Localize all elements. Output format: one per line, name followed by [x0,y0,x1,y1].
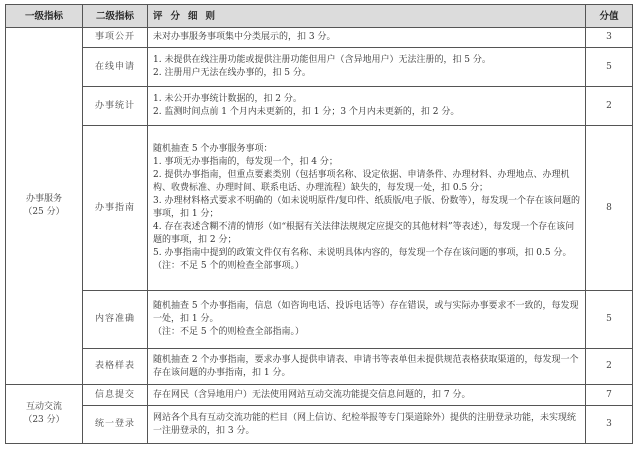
header-criteria: 评分细则 [148,5,586,28]
criteria-line: 1. 未公开办事统计数据的，扣 2 分。 [153,94,302,104]
criteria-line: 2. 提供办事指南，但重点要素类别（包括事项名称、设定依据、申请条件、办理材料、办理地点、办理机构、收费标准、办理时间、联系电话、办理流程）缺失的，每发现一处，扣 0.5 分； [153,170,570,193]
score-cell: 3 [586,28,633,48]
header-level1: 一级指标 [6,5,83,28]
criteria-line: 1. 未提供在线注册功能或提供注册功能但用户（含异地用户）无法注册的，扣 5 分。 [153,55,491,65]
table-row [6,291,633,349]
criteria-line: 2. 监测时间点前 1 个月内未更新的，扣 1 分；3 个月内未更新的，扣 2 分。 [153,107,460,117]
level2-cell: 内容准确 [83,291,148,349]
table-row [6,87,633,126]
header-level2: 二级指标 [83,5,148,28]
level2-cell: 信息提交 [83,385,148,406]
table-row [6,126,633,291]
level1-points: （23 分） [23,415,65,425]
criteria-line: 4. 存在表述含糊不清的情形（如“根据有关法律法规规定应提交的其他材料”等表述），每发现一个存在该问题的事项，扣 2 分； [153,222,575,245]
level2-cell: 统一登录 [83,406,148,444]
criteria-line: 5. 办事指南中提到的政策文件仅有名称、未说明具体内容的，每发现一个存在该问题的事项，扣 0.5 分。 [153,248,572,258]
table-row [6,48,633,87]
score-cell: 3 [586,406,633,444]
criteria-cell [148,87,586,126]
criteria-line: 1. 事项无办事指南的，每发现一个，扣 4 分； [153,157,338,167]
score-cell: 7 [586,385,633,406]
criteria-line: 2. 注册用户无法在线办事的，扣 5 分。 [153,68,311,78]
criteria-line: 随机抽查 5 个办事指南，信息（如咨询电话、投诉电话等）存在错误，或与实际办事要求不一致的，每发现一处，扣 1 分。 [153,301,579,324]
criteria-line: 3. 办理材料格式要求不明确的（如未说明原件/复印件、纸质版/电子版、份数等），每发现一个存在该问题的事项，扣 1 分； [153,196,581,219]
table-row [6,406,633,444]
criteria-cell [148,406,586,444]
level2-cell: 表格样表 [83,349,148,385]
scoring-rubric-table [5,4,633,444]
level1-points: （25 分） [23,207,65,217]
criteria-cell [148,126,586,291]
score-cell: 2 [586,349,633,385]
table-row [6,349,633,385]
criteria-cell [148,28,586,48]
level2-cell: 办事指南 [83,126,148,291]
header-row [6,5,633,28]
score-cell: 5 [586,291,633,349]
criteria-line: （注：不足 5 个的则检查全部事项。） [153,261,304,271]
criteria-cell [148,291,586,349]
criteria-cell [148,385,586,406]
criteria-line: 随机抽查 2 个办事指南，要求办事人提供申请表、申请书等表单但未提供规范表格获取渠道的，每发现一个存在该问题的办事指南，扣 1 分。 [153,354,579,378]
level2-cell: 事项公开 [83,28,148,48]
criteria-line: 未对办事服务事项集中分类展示的，扣 3 分。 [153,32,336,42]
table-row [6,385,633,406]
level1-name: 办事服务 [25,194,62,204]
criteria-line: 存在网民（含异地用户）无法使用网站互动交流功能提交信息问题的，扣 7 分。 [153,389,471,400]
criteria-cell [148,48,586,87]
score-cell: 5 [586,48,633,87]
score-cell: 2 [586,87,633,126]
level1-name: 互动交流 [25,402,62,412]
criteria-line: 网站各个具有互动交流功能的栏目（网上信访、纪检举报等专门渠道除外）提供的注册登录功能，未实现统一注册登录的，扣 3 分。 [153,412,577,436]
level1-cell [6,28,83,385]
table-row [6,28,633,48]
criteria-cell [148,349,586,385]
criteria-line: 随机抽查 5 个办事服务事项： [153,144,273,154]
criteria-line: （注：不足 5 个的则检查全部指南。） [153,327,304,337]
score-cell: 8 [586,126,633,291]
level1-cell [6,385,83,444]
level2-cell: 在线申请 [83,48,148,87]
level2-cell: 办事统计 [83,87,148,126]
header-score: 分值 [586,5,633,28]
